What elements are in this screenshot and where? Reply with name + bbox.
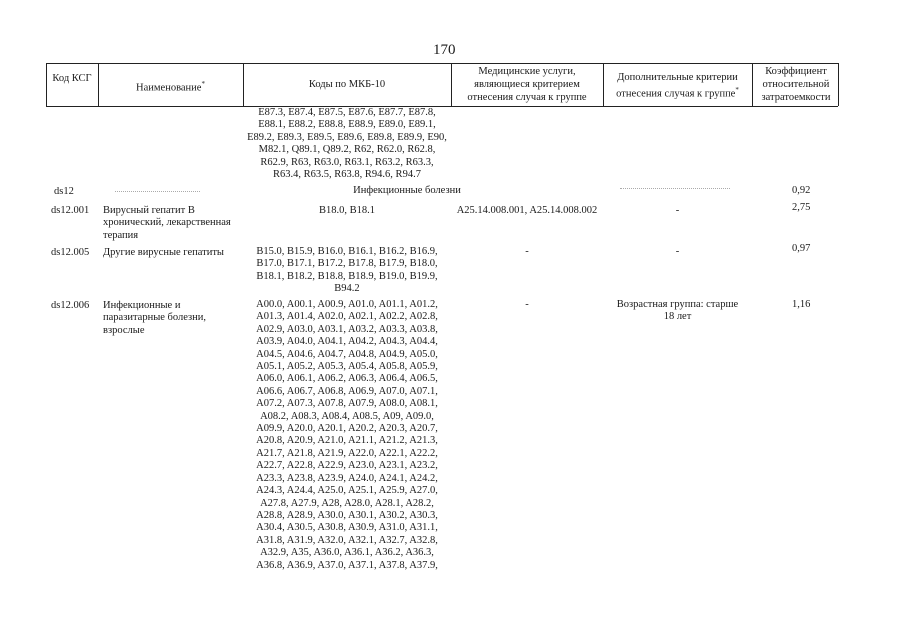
group-title: Инфекционные болезни [353, 185, 461, 196]
col-rule [243, 63, 244, 106]
col-rule [603, 63, 604, 106]
group-coef: 0,92 [792, 185, 811, 196]
header-top-rule [46, 63, 838, 64]
faint-mark [115, 191, 200, 193]
row-coef: 1,16 [792, 299, 811, 310]
row-services: A25.14.008.001, A25.14.008.002 [456, 205, 598, 216]
header-coef: Коэффициент относительной затратоемкости [761, 66, 831, 103]
row-coef: 2,75 [792, 202, 811, 213]
row-name: Другие вирусные гепатиты [103, 247, 224, 258]
header-services: Медицинские услуги, являющиеся критерием отнесения случая к группе [467, 66, 587, 103]
row-criteria: - [675, 246, 680, 257]
row-coef: 0,97 [792, 243, 811, 254]
header-mkb: Коды по МКБ-10 [308, 79, 386, 90]
col-rule [451, 63, 452, 106]
row-code: ds12.005 [51, 247, 90, 258]
continuation-codes: E87.3, E87.4, E87.5, E87.6, E87.7, E87.8, E88.1, E88.2, E88.8, E88.9, E89.0, E89.1, E89.2, E89.3, E89.5, E89.6, E89.8, E89.9, E90, M82.1, Q89.1, Q89.2, R62, R62.0, R62.8, R62.9, R63, R63.0, R63.1, R63.2, R63.3, R63.4, R63.5, R63.8, R94.6, R94.7 [247, 107, 447, 181]
row-name: Инфекционные и паразитарные болезни, взрослые [103, 300, 207, 336]
row-services: - [525, 299, 529, 310]
group-code: ds12 [54, 186, 74, 197]
row-criteria: Возрастная группа: старше 18 лет [616, 299, 739, 323]
header-code: Код КСГ [52, 73, 92, 84]
col-rule [752, 63, 753, 106]
row-name: Вирусный гепатит B хронический, лекарственная терапия [103, 205, 231, 241]
row-criteria: - [675, 205, 680, 216]
row-mkb: A00.0, A00.1, A00.9, A01.0, A01.1, A01.2, A01.3, A01.4, A02.0, A02.1, A02.2, A02.8, A02.9, A03.0, A03.1, A03.2, A03.3, A03.8, A03.9, A04.0, A04.1, A04.2, A04.3, A04.4, A04.5, A04.6, A04.7, A04.8, A04.9, A05.0, A05.1, A05.2, A05.3, A05.4, A05.8, A05.9, A06.0, A06.1, A06.2, A06.3, A06.4, A06.5, A06.6, A06.7, A06.8, A06.9, A07.0, A07.1, A07.2, A07.3, A07.8, A07.9, A08.0, A08.1, A08.2, A08.3, A08.4, A08.5, A09, A09.0, A09.9, A20.0, A20.1, A20.2, A20.3, A20.7, A20.8, A20.9, A21.0, A21.1, A21.2, A21.3, A21.7, A21.8, A21.9, A22.0, A22.1, A22.2, A22.7, A22.8, A22.9, A23.0, A23.1, A23.2, A23.3, A23.8, A23.9, A24.0, A24.1, A24.2, A24.3, A24.4, A25.0, A25.1, A25.9, A27.0, A27.8, A27.9, A28, A28.0, A28.1, A28.2, A28.8, A28.9, A30.0, A30.1, A30.2, A30.3, A30.4, A30.5, A30.8, A30.9, A31.0, A31.1, A31.8, A31.9, A32.0, A32.1, A32.7, A32.8, A32.9, A35, A36.0, A36.1, A36.2, A36.3, A36.8, A36.9, A37.0, A37.1, A37.8, A37.9, [256, 299, 438, 571]
row-mkb: B18.0, B18.1 [318, 205, 375, 216]
col-rule [838, 63, 839, 106]
header-criteria: Дополнительные критерии отнесения случая к группе* [616, 72, 739, 100]
row-code: ds12.006 [51, 300, 90, 311]
row-code: ds12.001 [51, 205, 90, 216]
col-rule [46, 63, 47, 106]
page-number: 170 [433, 42, 456, 58]
row-mkb: B15.0, B15.9, B16.0, B16.1, B16.2, B16.9, B17.0, B17.1, B17.2, B17.8, B17.9, B18.0, B18.1, B18.2, B18.8, B18.9, B19.0, B19.9, B94.2 [256, 246, 438, 295]
faint-mark [620, 188, 730, 190]
col-rule [98, 63, 99, 106]
header-name: Наименование* [136, 80, 205, 94]
row-services: - [525, 246, 529, 257]
